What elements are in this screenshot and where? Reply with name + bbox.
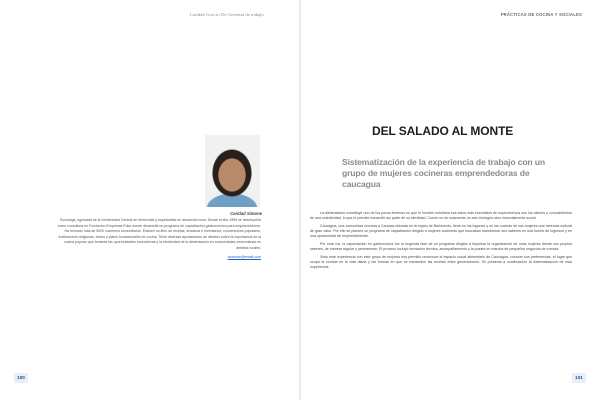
running-header-right: PRÁCTICAS DE COCINA Y SOCIALES: [500, 12, 582, 17]
article-subtitle: Sistematización de la experiencia de trabajo con un grupo de mujeres cocineras emprendedoras de caucagua: [342, 157, 545, 189]
author-email-link[interactable]: csimone@email.com: [227, 255, 261, 259]
author-name: Caridad Simone: [230, 211, 262, 216]
running-header-left: [190, 12, 264, 17]
page-number-left: 100: [14, 373, 28, 383]
header-journal: De Gerencia de trabajo: [221, 12, 264, 17]
body-paragraph: Caucagua, una comunidad cercana a Caracas ubicada en la región de Barlovento, tiene en los fogones y en las cocinas de sus mujeres una herencia cultural de gran valor. Por ello se planteó un programa de capacitación dirigido a mujeres cocineras que buscaban transformar sus saberes en una fuente de ingresos y en una oportunidad de emprendimiento.: [310, 224, 572, 239]
author-bio: Sociologa, egresada de la Universidad Central de Venezuela y especialista en desarrollo local. Desde el año 1999 se desempeña como consultora en Fundación Empresas Polar donde desarrolla un programa de capacitación gastronómica para emprendedores. Ha formado más de 5000 cocineros comunitarios. Elaboró un libro de recetas, ensalcos e inventarios, conversiones populares, instituciones religiosas, textos y platos fundacionales de cocina. Tiene diversas aportaciones de difusión sobre la importancia de la cocina popular que fomenta las oportunidades económicas y la efectividad de la alimentación en comunidades venezolanas en ámbitos rurales.: [57, 218, 261, 250]
body-paragraph: Por esta vía, la capacitación en gastronomía fue la segunda fase de un programa dirigido a impulsar la organización de unas mujeres desde sus propios saberes, de manera regular y permanente. El proceso incluyó formación técnica, acompañamiento y la puesta en marcha de pequeños negocios de comida.: [310, 242, 572, 252]
article-title: DEL SALADO AL MONTE: [372, 124, 514, 138]
page-number-right: 101: [572, 373, 586, 383]
body-paragraph: Visto este experiencia con este grupo de mujeres nos permitió reconocer el espacio social alimentario de Caucagua, conocer sus preferencias, el lugar que ocupa la comida en la vida diaria y las formas en que se transmiten las recetas entre generaciones. Se presenta a continuación la sistematización de esta experiencia.: [310, 255, 572, 270]
author-photo: [205, 135, 260, 207]
header-author-surname: Gracio: [205, 12, 221, 17]
article-body: [310, 211, 572, 270]
page-gutter: [299, 0, 301, 400]
header-author: Caridad: [190, 12, 205, 17]
body-paragraph: La alimentación constituye uno de los pocos terrenos en que el hombre entrelaza sus actos más esenciales de supervivencia con los valores y conocimientos de una colectividad, lo que le permite transmitir así parte de su identidad. Comer no es solamente un acto biológico sino esencialmente social.: [310, 211, 572, 221]
